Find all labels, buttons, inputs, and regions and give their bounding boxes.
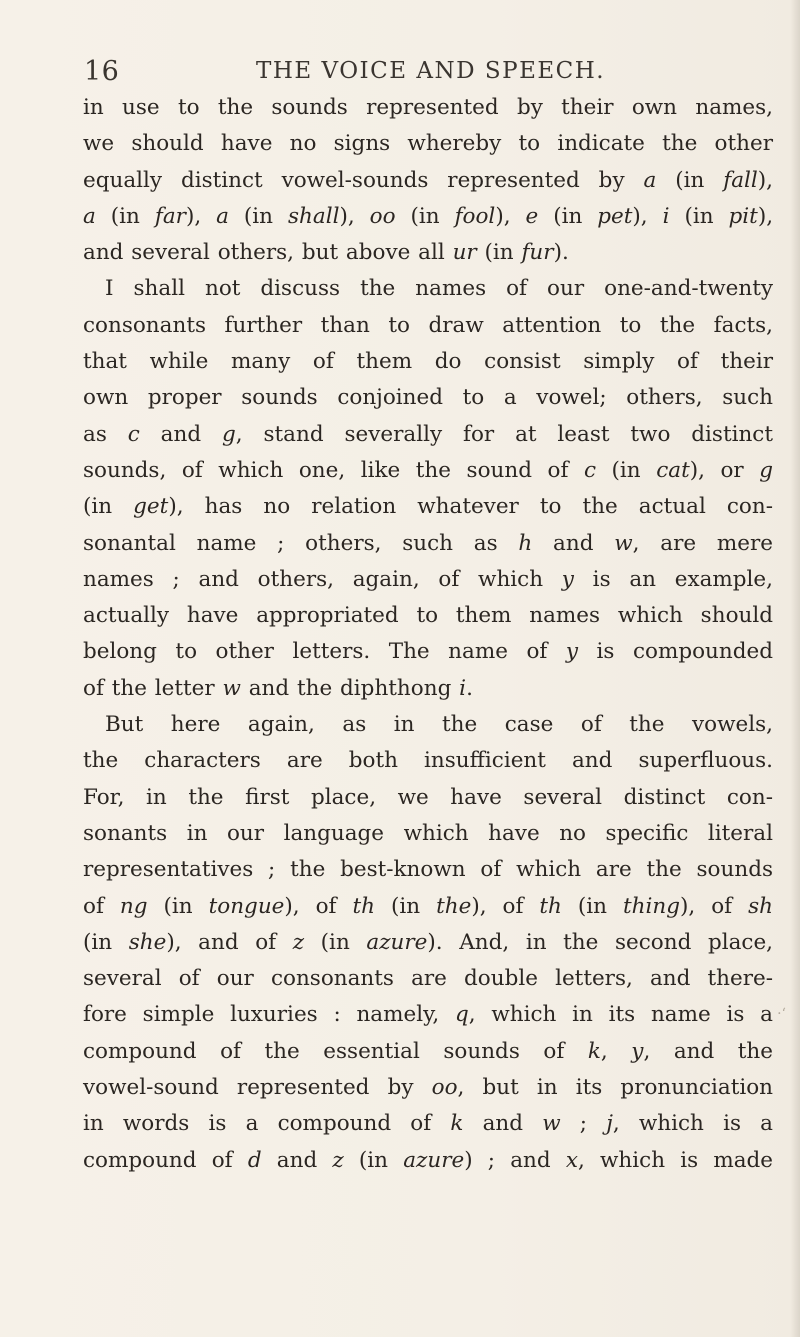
text-run: (in (83, 494, 134, 520)
italic-term: oo (369, 203, 396, 229)
text-run: . (466, 675, 473, 701)
italic-term: w (222, 675, 241, 701)
italic-term: w (542, 1111, 561, 1137)
text-run: sonantal name ; others, such as (83, 530, 519, 556)
text-run: (in (228, 203, 288, 229)
text-run: and (463, 1111, 543, 1137)
italic-term: pet (597, 203, 633, 229)
italic-term: tongue (208, 893, 285, 919)
italic-term: i (662, 203, 670, 229)
italic-term: e (525, 203, 539, 229)
text-run: (in (656, 167, 724, 193)
text-run: I shall not discuss the names of our one-and-twenty (105, 276, 773, 302)
text-line (83, 997, 773, 1033)
text-line (83, 1106, 773, 1142)
text-run: consonants further than to draw attention to the facts, (83, 312, 773, 338)
text-run: (in (476, 240, 522, 266)
italic-term: thing (623, 893, 680, 919)
text-run: , which in its name is a (468, 1002, 773, 1028)
italic-term: d (247, 1147, 262, 1173)
text-run: ; (560, 1111, 607, 1137)
text-line (83, 199, 773, 235)
text-run: (in (375, 893, 437, 919)
italic-term: x (565, 1147, 578, 1173)
text-run: names ; and others, again, of which (83, 566, 562, 592)
italic-term: y (631, 1038, 644, 1064)
text-line (83, 344, 773, 380)
italic-term: a (216, 203, 229, 229)
text-run: (in (343, 1147, 404, 1173)
text-run: (in (83, 929, 129, 955)
text-run: (in (561, 893, 624, 919)
text-run: (in (95, 203, 155, 229)
text-run: as (83, 421, 128, 447)
text-run: ), of (680, 893, 749, 919)
page-number: 16 (84, 56, 120, 87)
text-line (83, 235, 773, 271)
text-run: sonants in our language which have no specific literal (83, 820, 773, 846)
text-run: , but in its pronunciation (457, 1075, 774, 1101)
italic-term: ur (452, 240, 477, 266)
text-run: ), (632, 203, 663, 229)
text-line (83, 562, 773, 598)
text-run: For, in the first place, we have several distinct con- (83, 784, 773, 810)
text-run: representatives ; the best-known of which are the sounds (83, 857, 773, 883)
text-run: sounds, of which one, like the sound of (83, 457, 584, 483)
text-run: , which is made (578, 1147, 774, 1173)
text-run: ), (495, 203, 526, 229)
text-run: ). (553, 240, 569, 266)
text-line (83, 889, 773, 925)
italic-term: sh (748, 893, 773, 919)
text-line (83, 417, 773, 453)
text-run: and (139, 421, 223, 447)
italic-term: shall (288, 203, 340, 229)
text-run: ) ; and (464, 1147, 566, 1173)
text-run: in use to the sounds represented by their own names, (83, 95, 773, 120)
italic-term: th (352, 893, 375, 919)
text-line (83, 90, 773, 126)
italic-term: get (133, 494, 169, 520)
italic-term: a (643, 167, 657, 193)
text-run: ), has no relation whatever to the actual con- (168, 494, 773, 520)
italic-term: h (518, 530, 533, 556)
italic-term: pit (728, 203, 758, 229)
text-run: ), (185, 203, 217, 229)
text-run: of the letter (83, 675, 223, 701)
text-line (83, 271, 773, 307)
italic-term: th (539, 893, 562, 919)
italic-term: the (436, 893, 472, 919)
text-run: and several others, but above all (83, 240, 453, 266)
italic-term: g (759, 457, 773, 483)
italic-term: a (83, 203, 96, 229)
italic-term: fall (723, 167, 758, 193)
text-line (83, 634, 773, 670)
italic-term: y (565, 639, 579, 665)
text-run: and (261, 1147, 333, 1173)
italic-term: q (455, 1002, 469, 1028)
text-run: actually have appropriated to them names which should (83, 603, 773, 629)
italic-term: fur (521, 240, 554, 266)
italic-term: g (222, 421, 236, 447)
text-line (83, 1143, 773, 1179)
text-run: ), (339, 203, 370, 229)
italic-term: k (450, 1111, 464, 1137)
text-run: ), of (284, 893, 353, 919)
italic-term: far (154, 203, 186, 229)
text-run: vowel-sound represented by (83, 1075, 432, 1101)
text-line (83, 1034, 773, 1070)
text-run: (in (669, 203, 729, 229)
italic-term: i (459, 675, 467, 701)
text-line (83, 852, 773, 888)
text-run: in words is a compound of (83, 1111, 451, 1137)
text-line (83, 126, 773, 162)
italic-term: ng (119, 893, 148, 919)
text-line (83, 163, 773, 199)
text-run: ), (757, 167, 774, 193)
text-run: , stand severally for at least two distinct (235, 421, 773, 447)
page-edge-shadow (790, 0, 800, 1337)
italic-term: j (606, 1111, 613, 1137)
text-run: of (83, 893, 120, 919)
italic-term: z (292, 929, 305, 955)
text-run: ). And, in the second place, (427, 929, 773, 955)
text-run: But here again, as in the case of the vowels, (105, 712, 773, 738)
italic-term: c (583, 457, 596, 483)
italic-term: azure (366, 929, 428, 955)
text-run: and the diphthong (240, 675, 460, 701)
text-run: fore simple luxuries : namely, (83, 1002, 456, 1028)
margin-smudge: ·‘ (777, 1006, 786, 1022)
text-run: , which is a (612, 1111, 773, 1137)
text-line (83, 816, 773, 852)
text-run: and (532, 530, 615, 556)
text-run: ), and of (166, 929, 293, 955)
text-line (83, 453, 773, 489)
text-line (83, 743, 773, 779)
text-run: , and the (643, 1038, 773, 1064)
text-line (83, 308, 773, 344)
text-run: is an example, (573, 566, 773, 592)
text-run: we should have no signs whereby to indicate the other (83, 131, 773, 157)
text-run: equally distinct vowel-sounds represented by (83, 167, 644, 193)
body-text (83, 90, 773, 1179)
text-line (83, 1070, 773, 1106)
text-line (83, 961, 773, 997)
text-run: ), (757, 203, 774, 229)
text-run: ), or (689, 457, 760, 483)
text-run: (in (596, 457, 657, 483)
text-line (83, 598, 773, 634)
italic-term: azure (403, 1147, 465, 1173)
text-run: (in (147, 893, 209, 919)
text-run: (in (395, 203, 455, 229)
text-run: compound of the essential sounds of (83, 1038, 588, 1064)
italic-term: she (128, 929, 167, 955)
italic-term: fool (454, 203, 496, 229)
text-line (83, 780, 773, 816)
italic-term: cat (656, 457, 690, 483)
running-head: THE VOICE AND SPEECH. (256, 58, 606, 84)
text-line (83, 671, 773, 707)
text-run: is compounded (578, 639, 773, 665)
text-line (83, 526, 773, 562)
text-line (83, 707, 773, 743)
text-run: belong to other letters. The name of (83, 639, 566, 665)
text-run: that while many of them do consist simply of their (83, 349, 773, 375)
text-run: several of our consonants are double letters, and there- (83, 966, 773, 992)
text-run: compound of (83, 1147, 248, 1173)
italic-term: c (127, 421, 140, 447)
italic-term: w (614, 530, 633, 556)
text-line (83, 489, 773, 525)
italic-term: k (587, 1038, 601, 1064)
text-run: (in (538, 203, 598, 229)
text-run: ), of (471, 893, 540, 919)
text-run: own proper sounds conjoined to a vowel; others, such (83, 385, 773, 411)
text-run: , (600, 1038, 632, 1064)
italic-term: z (332, 1147, 344, 1173)
italic-term: oo (431, 1075, 458, 1101)
italic-term: y (561, 566, 574, 592)
text-run: , are mere (632, 530, 773, 556)
text-line (83, 380, 773, 416)
text-run: the characters are both insufficient and superfluous. (83, 748, 773, 774)
text-run: (in (304, 929, 367, 955)
text-line (83, 925, 773, 961)
